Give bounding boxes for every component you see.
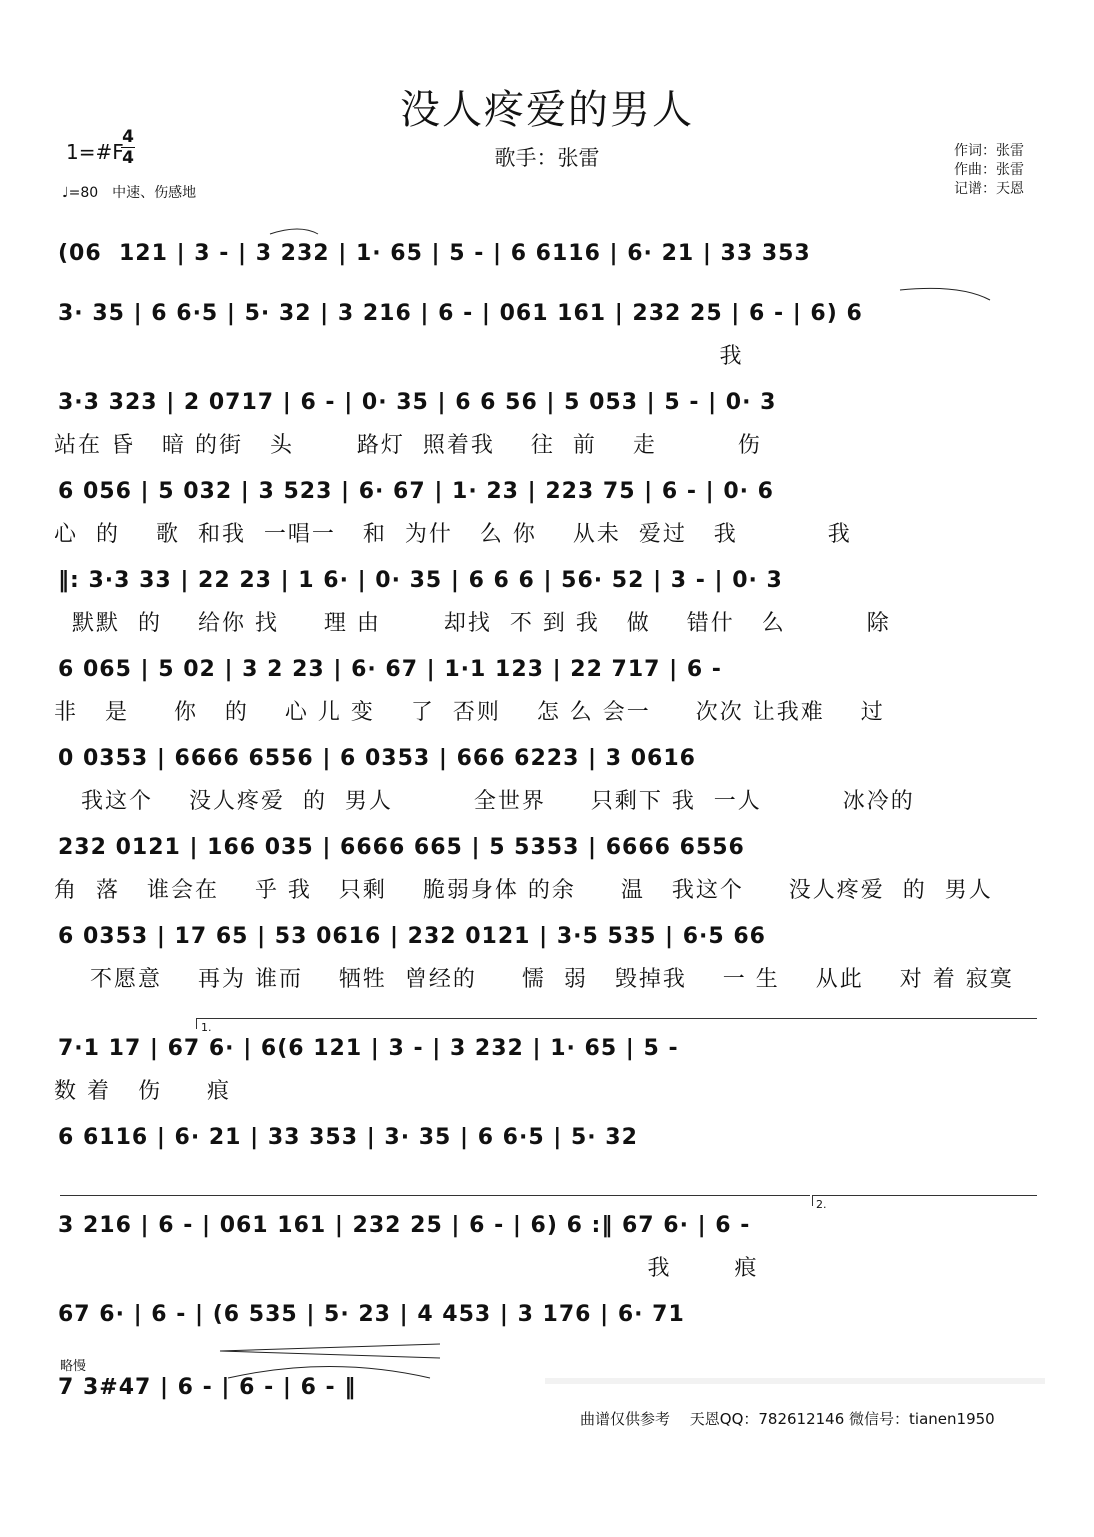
notation-row: 7·1 17 | 67 6· | 6(6 121 | 3 - | 3 232 | 1· 65 | 5 - <box>58 1035 679 1061</box>
lyrics-row: 不愿意 再为 谁而 牺牲 曾经的 懦 弱 毁掉我 一 生 从此 对 着 寂寞 <box>54 967 1014 992</box>
volta-label-2: 2. <box>816 1198 827 1211</box>
lyrics-row: 站在 昏 暗 的街 头 路灯 照着我 往 前 走 伤 <box>54 433 762 458</box>
notation-row: ‖: 3·3 33 | 22 23 | 1 6· | 0· 35 | 6 6 6 | 56· 52 | 3 - | 0· 3 <box>58 567 783 593</box>
key-signature: 1=#F <box>66 140 124 164</box>
time-signature <box>121 128 135 167</box>
composer: 作曲：张雷 <box>954 162 1024 178</box>
notation-row: 6 056 | 5 032 | 3 523 | 6· 67 | 1· 23 | 223 75 | 6 - | 0· 6 <box>58 478 774 504</box>
tempo-slow-mark: 略慢 <box>60 1359 87 1374</box>
notation-row: 3 216 | 6 - | 061 161 | 232 25 | 6 - | 6) 6 :‖ 67 6· | 6 - <box>58 1212 751 1238</box>
lyrics-row: 心 的 歌 和我 一唱一 和 为什 么 你 从未 爱过 我 我 <box>54 522 852 547</box>
footer-note: 曲谱仅供参考 天恩QQ：782612146 微信号：tianen1950 <box>580 1410 995 1428</box>
lyrics-row: 数 着 伤 痕 <box>54 1079 231 1104</box>
faint-strip <box>545 1378 1045 1384</box>
credits <box>954 142 1024 199</box>
notation-row: 6 065 | 5 02 | 3 2 23 | 6· 67 | 1·1 123 | 22 717 | 6 - <box>58 656 722 682</box>
lyricist: 作词：张雷 <box>954 143 1024 159</box>
lyrics-row <box>54 1340 1039 1370</box>
transcriber: 记谱：天恩 <box>954 181 1024 197</box>
song-title: 没人疼爱的男人 <box>400 87 694 133</box>
notation-row: 6 0353 | 17 65 | 53 0616 | 232 0121 | 3·5 535 | 6·5 66 <box>58 923 766 949</box>
volta-bracket-line <box>60 1195 810 1196</box>
lyrics-row: 角 落 谁会在 乎 我 只剩 脆弱身体 的余 温 我这个 没人疼爱 的 男人 <box>54 878 993 903</box>
lyrics-row <box>54 1163 1039 1193</box>
notation-row: 3· 35 | 6 6·5 | 5· 32 | 3 216 | 6 - | 061 161 | 232 25 | 6 - | 6) 6 <box>58 300 863 326</box>
notation-row: 6 6116 | 6· 21 | 33 353 | 3· 35 | 6 6·5 | 5· 32 <box>58 1124 638 1150</box>
lyrics-row: 我这个 没人疼爱 的 男人 全世界 只剩下 我 一人 冰冷的 <box>54 789 915 814</box>
lyrics-row: 默默 的 给你 找 理 由 却找 不 到 我 做 错什 么 除 <box>54 611 891 636</box>
notation-row: 0 0353 | 6666 6556 | 6 0353 | 666 6223 | 3 0616 <box>58 745 696 771</box>
singer-label: 歌手：张雷 <box>494 146 600 170</box>
time-bottom: 4 <box>122 148 134 168</box>
lyrics-row: 非 是 你 的 心 儿 变 了 否则 怎 么 会一 次次 让我难 过 <box>54 700 885 725</box>
volta-label-1: 1. <box>201 1021 212 1034</box>
notation-row: 232 0121 | 166 035 | 6666 665 | 5 5353 | 6666 6556 <box>58 834 745 860</box>
notation-row: 3·3 323 | 2 0717 | 6 - | 0· 35 | 6 6 56 | 5 053 | 5 - | 0· 3 <box>58 389 777 415</box>
time-top: 4 <box>122 127 134 147</box>
lyrics-row: 我 <box>54 344 744 369</box>
notation-row: (06 121 | 3 - | 3 232 | 1· 65 | 5 - | 6 6116 | 6· 21 | 33 353 <box>58 240 811 266</box>
lyrics-row: 我 痕 <box>54 1256 759 1281</box>
notation-row: 7 3#47 | 6 - | 6 - | 6 - ‖ <box>58 1374 357 1400</box>
volta-bracket-2 <box>812 1195 1037 1206</box>
notation-row: 67 6· | 6 - | (6 535 | 5· 23 | 4 453 | 3 176 | 6· 71 <box>58 1301 685 1327</box>
tempo-marking: ♩=80 中速、伤感地 <box>62 185 197 201</box>
volta-bracket-1 <box>196 1018 1037 1029</box>
